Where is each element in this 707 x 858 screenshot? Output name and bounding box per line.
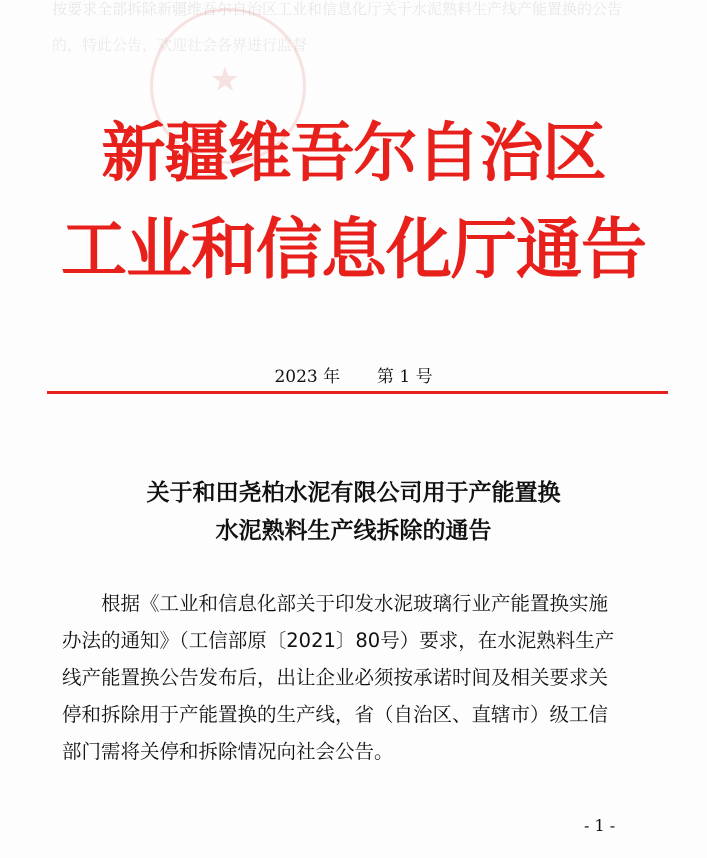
notice-title-line-1: 关于和田尧柏水泥有限公司用于产能置换: [146, 480, 561, 506]
bleed-through-text-1: 按要求全部拆除新疆维吾尔自治区工业和信息化厅关于水泥熟料生产线产能置换的公告: [52, 0, 623, 18]
body-paragraph-line-4: 停和拆除用于产能置换的生产线，省（自治区、直辖市）级工信: [62, 703, 609, 726]
body-paragraph-line-5: 部门需将关停和拆除情况向社会公告。: [62, 740, 394, 763]
body-paragraph-line-1: 根据《工业和信息化部关于印发水泥玻璃行业产能置换实施: [101, 592, 609, 615]
document-number: [0, 362, 707, 387]
notice-title-line-2: 水泥熟料生产线拆除的通告: [215, 518, 492, 544]
body-paragraph-line-2: 办法的通知》（工信部原〔2021〕80号）要求，在水泥熟料生产: [62, 629, 615, 652]
doc-year: 2023: [274, 367, 318, 387]
body-paragraph-line-3: 线产能置换公告发布后，出让企业必须按承诺时间及相关要求关: [62, 666, 609, 689]
doc-number-prefix: 第: [376, 367, 394, 387]
header-title-line-2: 工业和信息化厅通告: [61, 211, 646, 288]
doc-number-suffix: 号: [415, 367, 433, 387]
doc-year-suffix: 年: [323, 367, 341, 387]
doc-number-value: 1: [399, 367, 411, 387]
seal-star-icon: ★: [209, 60, 241, 100]
page-number: - 1 -: [584, 816, 616, 835]
bleed-through-text-2: 的，特此公告，欢迎社会各界进行监督: [52, 36, 308, 54]
header-title-line-1: 新疆维吾尔自治区: [101, 117, 606, 191]
header-divider: [47, 391, 668, 394]
